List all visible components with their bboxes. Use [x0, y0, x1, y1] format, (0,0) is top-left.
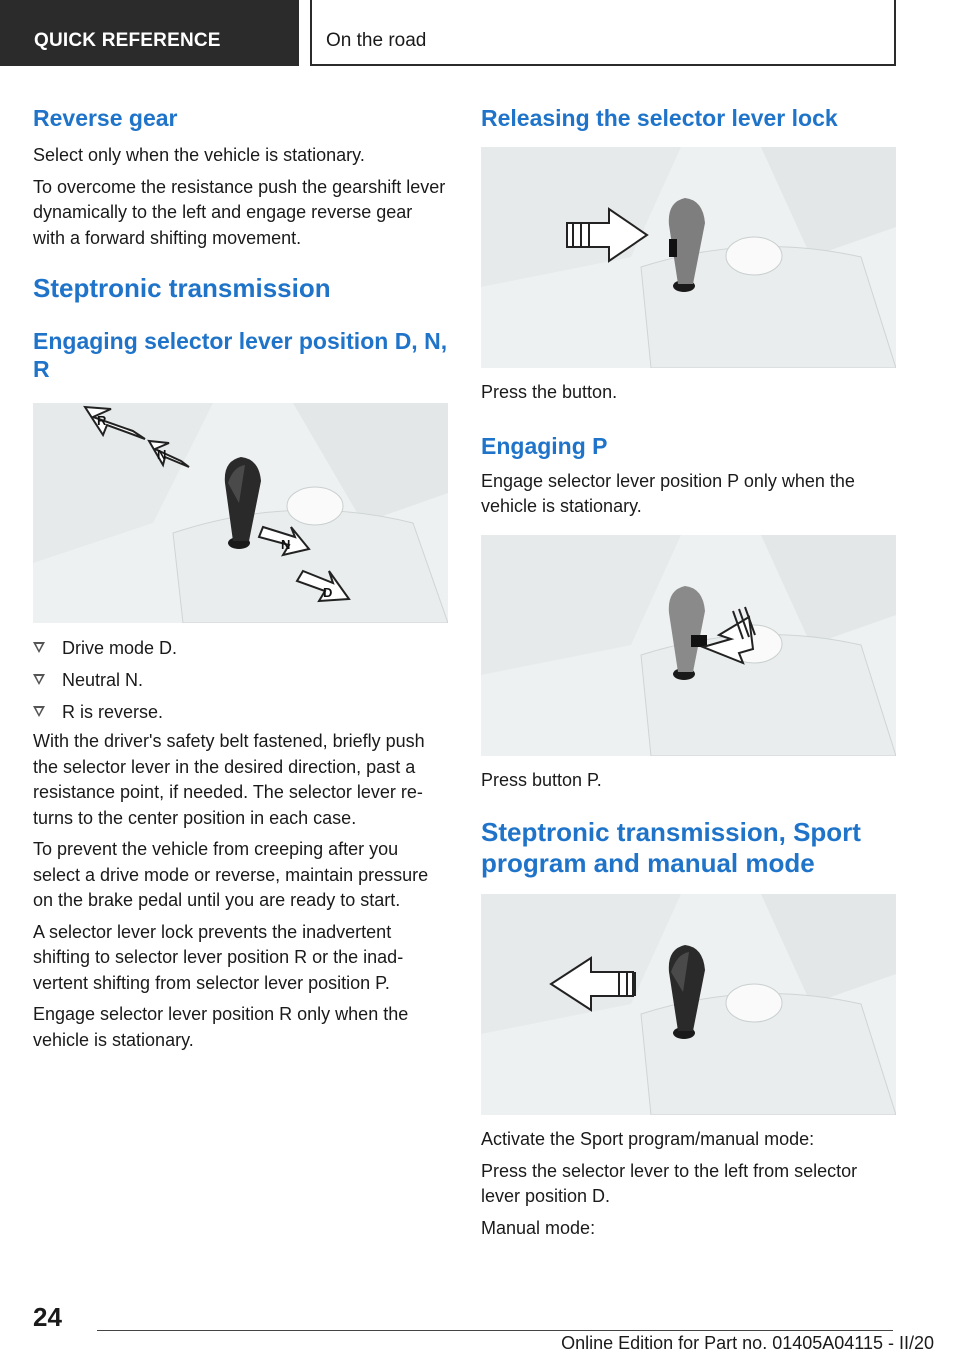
chapter-tab	[310, 0, 896, 66]
list-item-text: R is reverse.	[62, 702, 164, 722]
triangle-bullet-icon	[33, 642, 45, 653]
drive-position-list	[33, 636, 449, 732]
figure-label-n-upper: N	[157, 447, 167, 462]
list-item-text: Neutral N.	[62, 670, 144, 690]
release-lock-heading: Releasing the selector lever lock	[481, 105, 838, 131]
sport-program-heading: Steptronic transmission, Sport program and manual mode	[481, 817, 861, 878]
press-p-text: Press button P.	[481, 769, 602, 790]
sport-text-1: Activate the Sport program/manual mode:	[481, 1129, 815, 1149]
gear-lever-dnr-figure	[33, 403, 448, 623]
triangle-bullet-icon	[33, 706, 45, 717]
release-lock-figure	[481, 147, 896, 368]
list-item	[33, 668, 449, 700]
release-lock-text: Press the button.	[481, 382, 618, 402]
edition-text: Online Edition for Part no. 01405A04115 - II/20	[561, 1333, 934, 1353]
engaging-p-figure	[481, 535, 896, 756]
right-column	[481, 100, 897, 1241]
section-tab	[0, 0, 299, 66]
engaging-p-text: Engage selector lever position P only when the vehicle is stationary.	[481, 470, 855, 516]
engaging-dnr-heading: Engaging selector lever position D, N, R	[33, 328, 448, 382]
sport-text-2: Press the selector lever to the left from selector lever position D.	[481, 1160, 858, 1206]
figure-label-d: D	[323, 585, 333, 600]
reverse-gear-heading: Reverse gear	[33, 105, 178, 131]
engage-r-text: Engage selector lever position R only when the vehicle is stationary.	[33, 1004, 409, 1050]
figure-label-r: R	[97, 413, 107, 428]
triangle-bullet-icon	[33, 674, 45, 685]
page-number: 24	[33, 1302, 62, 1332]
reverse-gear-text-1: Select only when the vehicle is stationary.	[33, 145, 365, 165]
creeping-text: To prevent the vehicle from creeping after you select a drive mode or reverse, maintain pressure on the brake pedal until you are ready to start.	[33, 839, 429, 910]
section-title: QUICK REFERENCE	[34, 30, 221, 51]
list-item	[33, 636, 449, 668]
engaging-p-heading: Engaging P	[481, 432, 608, 459]
sport-text-3: Manual mode:	[481, 1217, 596, 1238]
safety-belt-text: With the driver's safety belt fastened, briefly push the selector lever in the desired direction, past a resistance point, if needed. The selector lever re‐turns to the center position in each case.	[33, 731, 425, 828]
footer-divider	[97, 1330, 893, 1331]
figure-label-n-lower: N	[281, 537, 291, 552]
steptronic-heading: Steptronic transmission	[33, 273, 331, 303]
left-column	[33, 100, 449, 1053]
sport-mode-figure	[481, 894, 896, 1115]
list-item-text: Drive mode D.	[62, 638, 178, 658]
reverse-gear-text-2: To overcome the resistance push the gearshift lever dynamically to the left and engage reverse gear with a forward shifting movement.	[33, 176, 446, 248]
list-item	[33, 700, 449, 732]
selector-lock-text: A selector lever lock prevents the inadvertent shifting to selector lever position R or the inad‐vertent shifting from selector lever position P.	[33, 921, 404, 993]
chapter-title: On the road	[326, 30, 427, 51]
